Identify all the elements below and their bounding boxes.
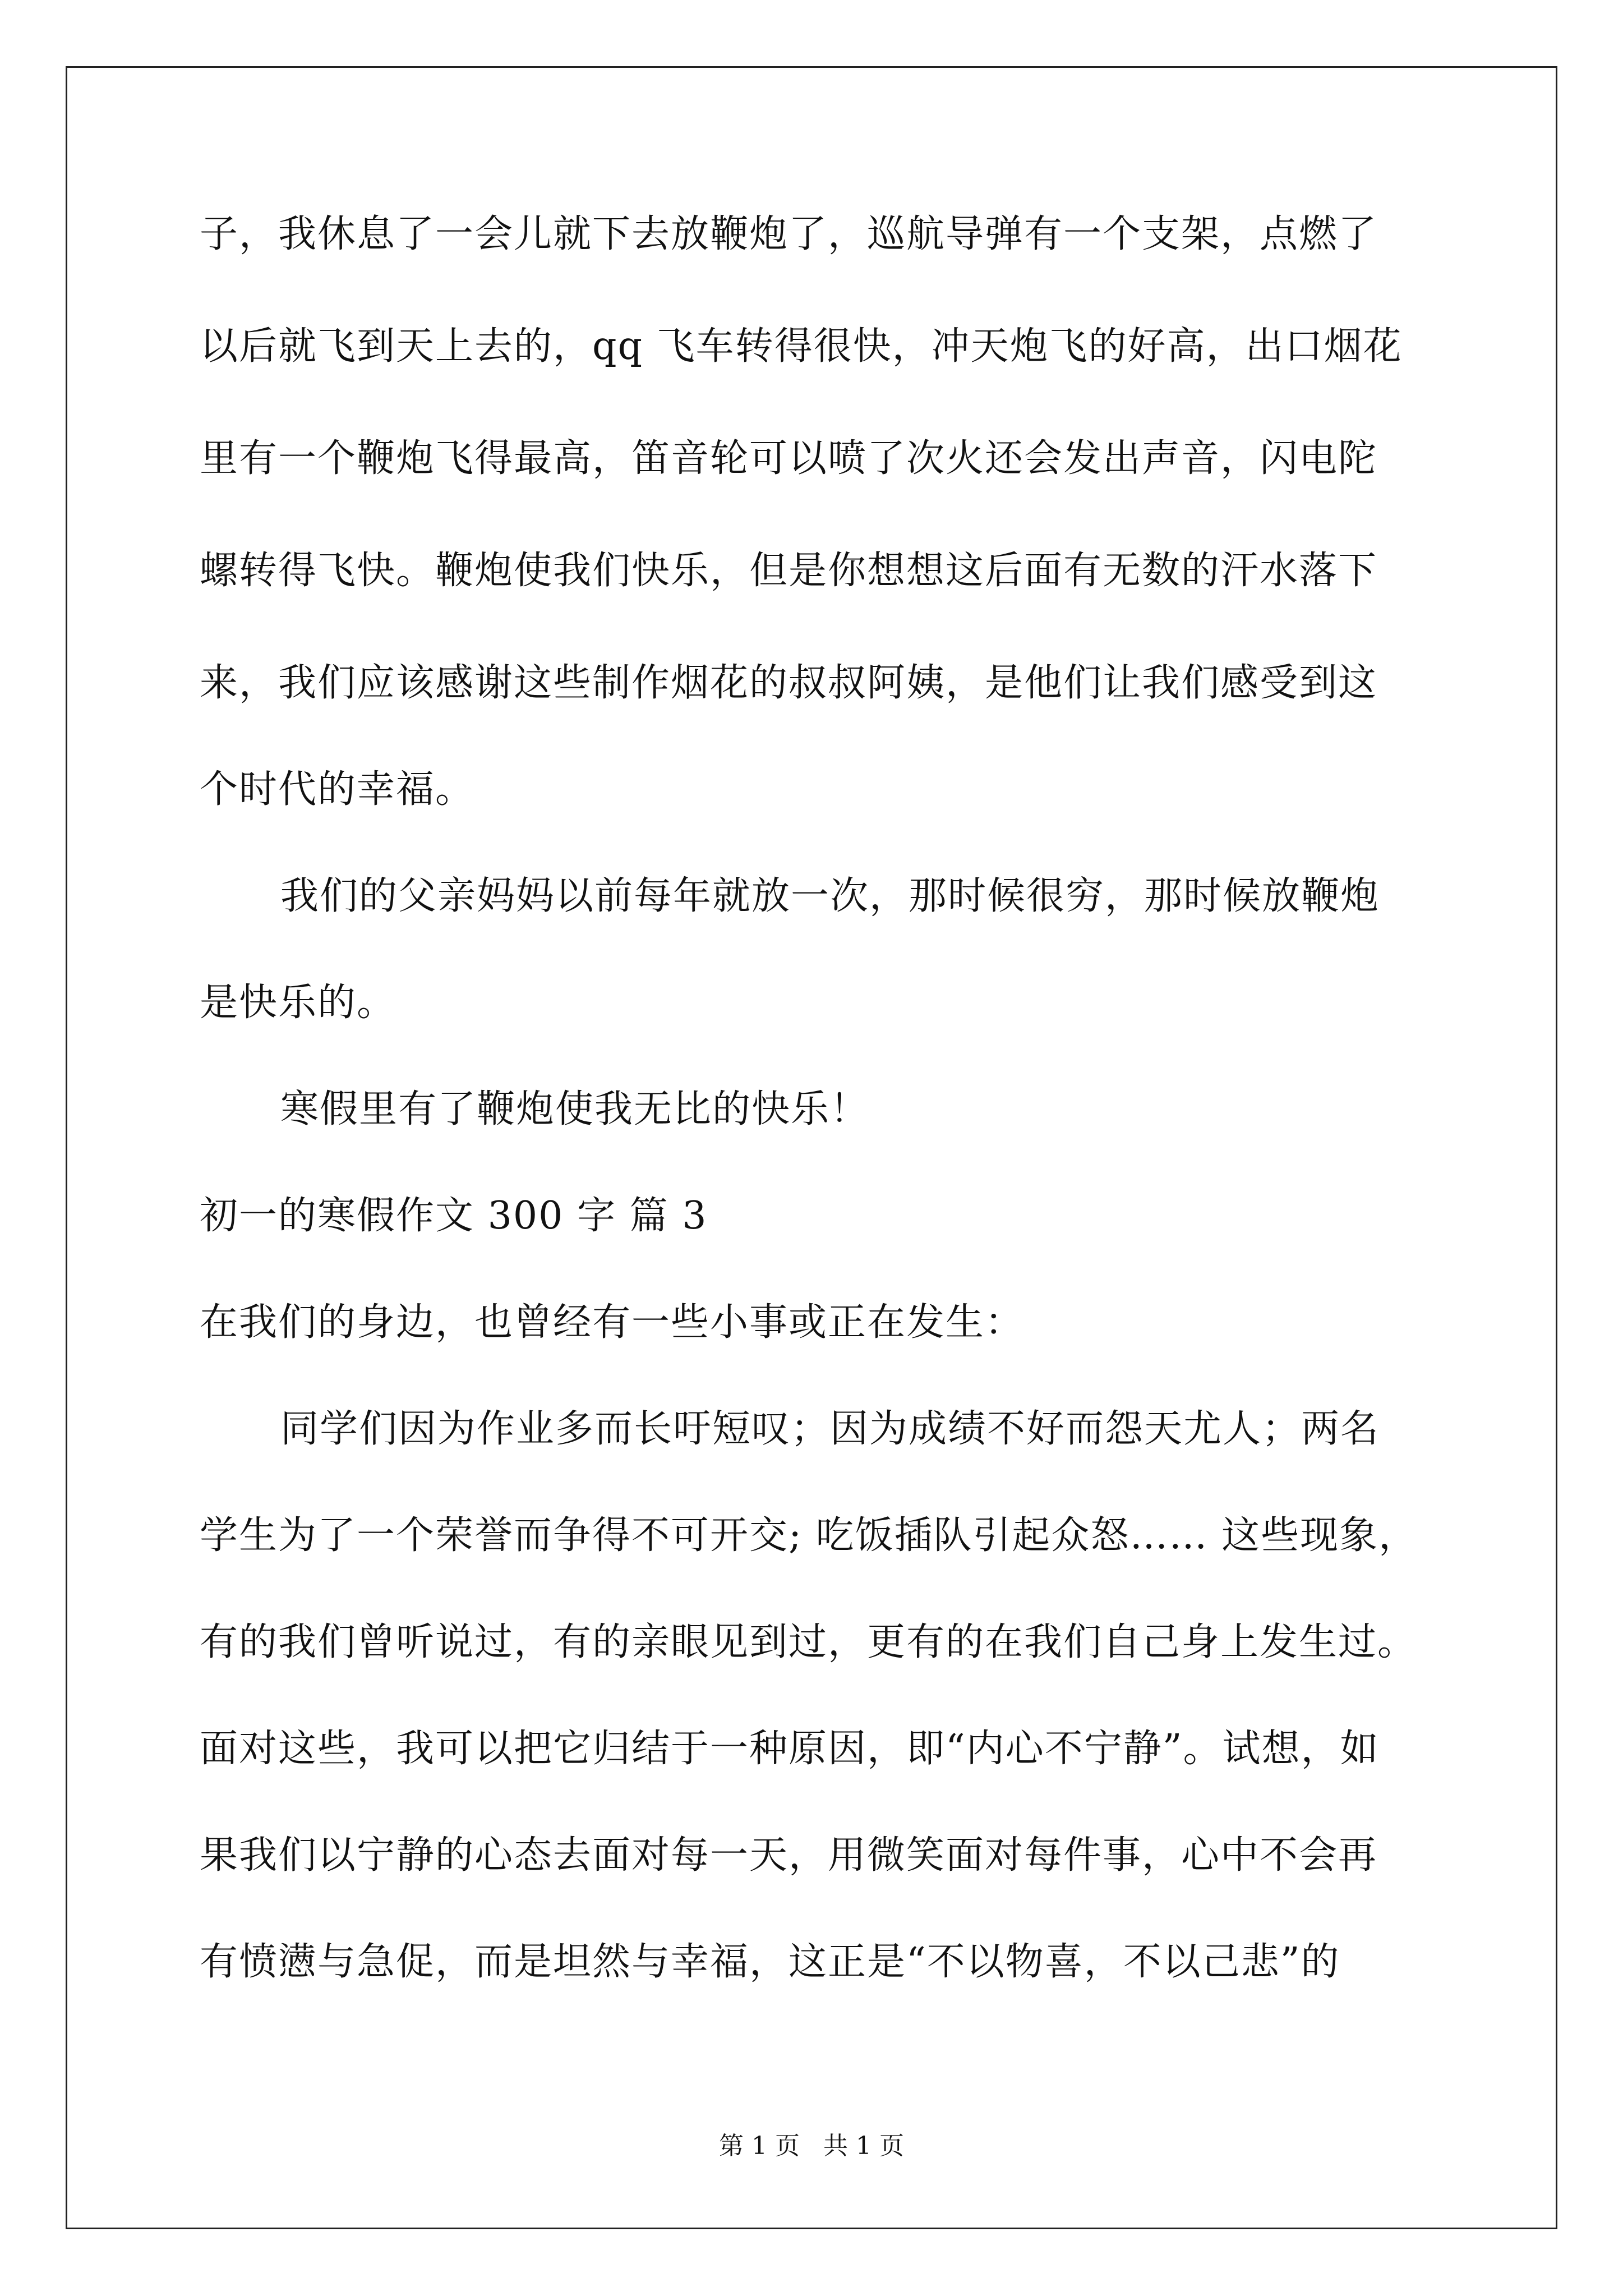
text-line: 同学们因为作业多而长吁短叹；因为成绩不好而怨天尤人；两名 [280,1407,1380,1451]
text-line: 有愤懑与急促，而是坦然与幸福，这正是“不以物喜，不以己悲”的 [200,1940,1340,1984]
text-line: 我们的父亲妈妈以前每年就放一次，那时候很穷，那时候放鞭炮 [280,874,1380,918]
text-line: 里有一个鞭炮飞得最高，笛音轮可以喷了次火还会发出声音，闪电陀 [200,436,1378,481]
text-line: 寒假里有了鞭炮使我无比的快乐！ [280,1087,870,1131]
text-line: 果我们以宁静的心态去面对每一天，用微笑面对每件事，心中不会再 [200,1833,1378,1878]
text-line: 在我们的身边，也曾经有一些小事或正在发生： [200,1300,1025,1345]
text-line: 面对这些，我可以把它归结于一种原因，即“内心不宁静”。试想，如 [200,1727,1380,1771]
text-line: 子，我休息了一会儿就下去放鞭炮了，巡航导弹有一个支架，点燃了 [200,212,1378,256]
text-line: 是快乐的。 [200,981,396,1025]
text-line: 有的我们曾听说过，有的亲眼见到过，更有的在我们自己身上发生过。 [200,1620,1417,1664]
text-line: 来，我们应该感谢这些制作烟花的叔叔阿姨，是他们让我们感受到这 [200,661,1378,705]
text-line: 学生为了一个荣誉而争得不可开交; 吃饭插队引起众怒…… 这些现象， [200,1513,1418,1558]
page-border [66,66,1557,2229]
text-line: 螺转得飞快。鞭炮使我们快乐，但是你想想这后面有无数的汗水落下 [200,549,1378,593]
text-line: 以后就飞到天上去的，qq 飞车转得很快，冲天炮飞的好高，出口烟花 [200,324,1403,369]
page-footer: 第 1 页 共 1 页 [719,2132,904,2160]
section-heading: 初一的寒假作文 300 字 篇 3 [200,1194,708,1238]
text-line: 个时代的幸福。 [200,767,475,812]
